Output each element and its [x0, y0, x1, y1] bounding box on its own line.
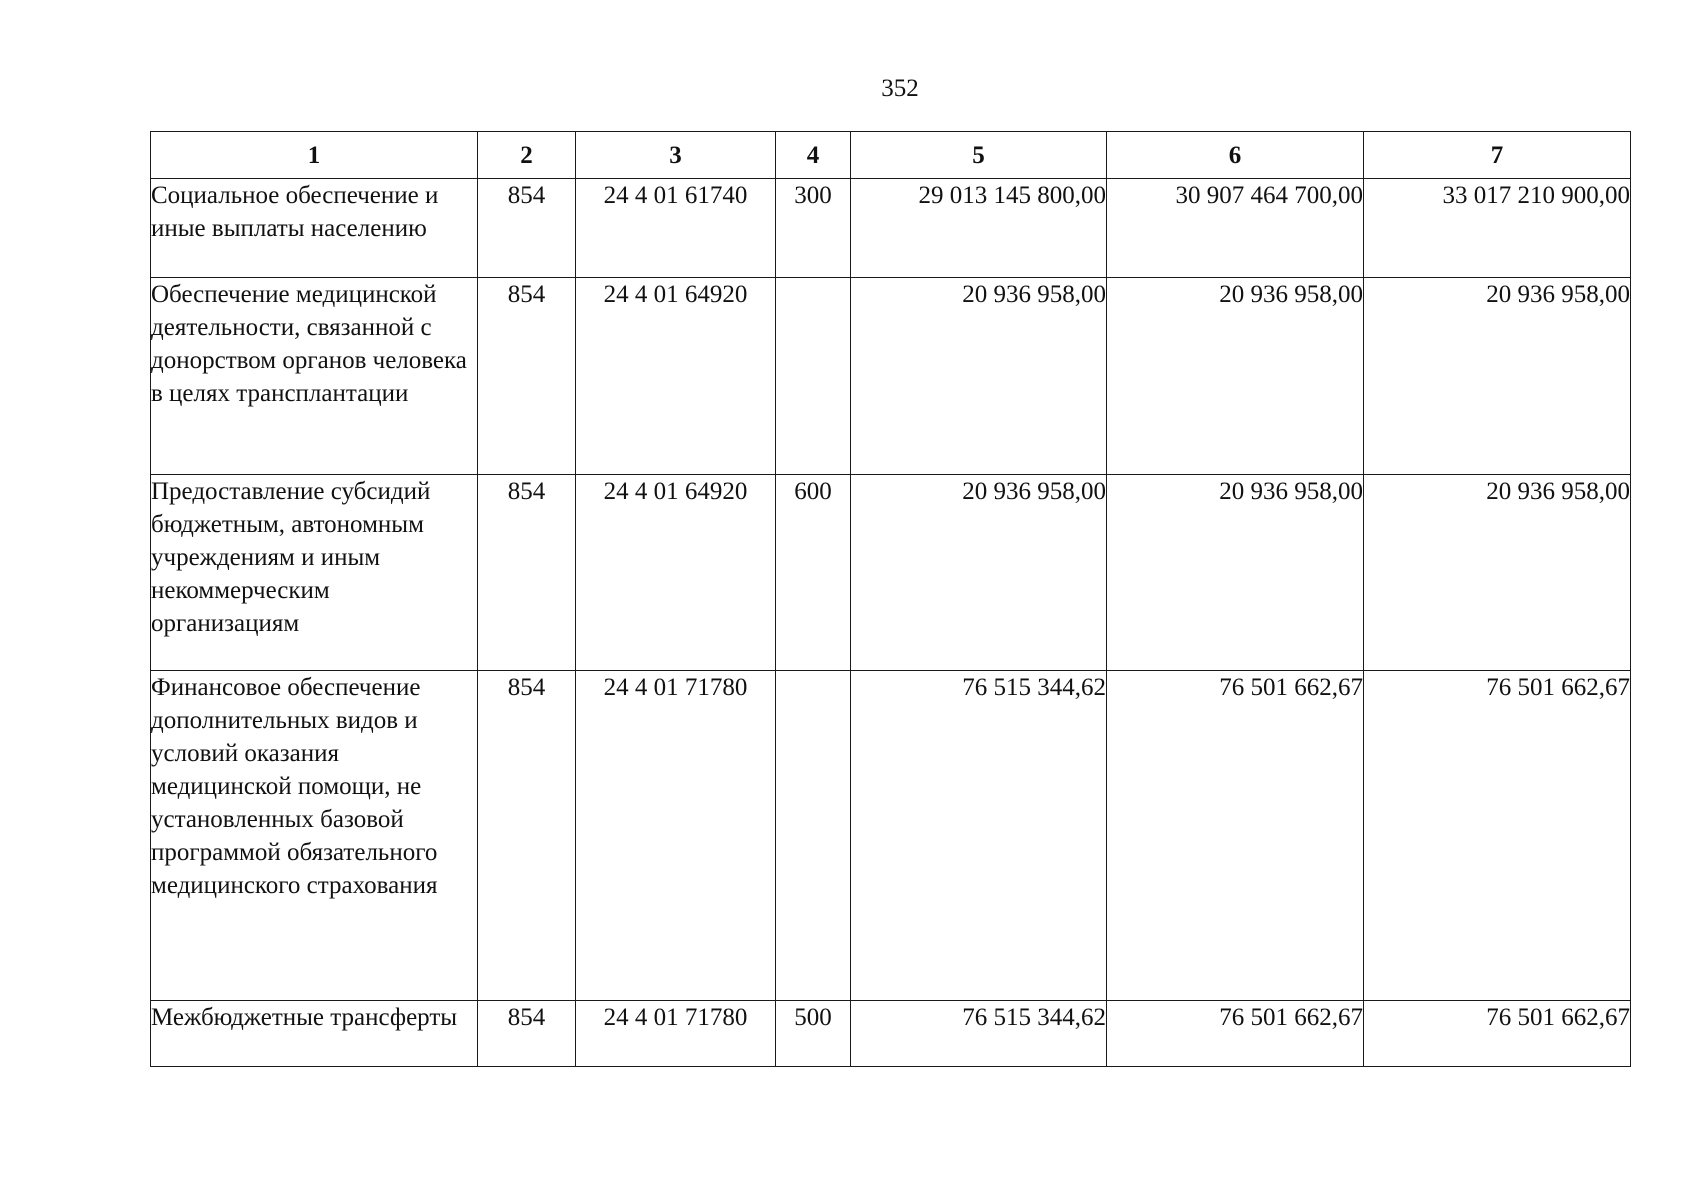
amount-col7-cell: 76 501 662,67	[1364, 1001, 1631, 1067]
ministry-code-cell: 854	[478, 1001, 576, 1067]
amount-col7-cell: 33 017 210 900,00	[1364, 179, 1631, 278]
amount-col6-cell: 30 907 464 700,00	[1107, 179, 1364, 278]
expense-type-cell	[776, 671, 851, 1001]
row-name-cell: Финансовое обеспечение дополнительных видов и условий оказания медицинской помощи, не установленных базовой программой обязательного медицинского страхования	[151, 671, 478, 1001]
table-body	[151, 179, 1631, 1067]
amount-col5-cell: 20 936 958,00	[851, 278, 1107, 475]
expense-type-cell: 600	[776, 475, 851, 671]
amount-col5-cell: 76 515 344,62	[851, 1001, 1107, 1067]
column-header-6: 6	[1107, 132, 1364, 179]
amount-col5-cell: 29 013 145 800,00	[851, 179, 1107, 278]
table-row	[151, 671, 1631, 1001]
page-number: 352	[881, 75, 919, 102]
row-name-cell: Социальное обеспечение и иные выплаты населению	[151, 179, 478, 278]
table-row	[151, 179, 1631, 278]
header-row	[151, 132, 1631, 179]
row-name-cell: Межбюджетные трансферты	[151, 1001, 478, 1067]
column-header-7: 7	[1364, 132, 1631, 179]
expense-type-cell	[776, 278, 851, 475]
table-row	[151, 278, 1631, 475]
amount-col6-cell: 76 501 662,67	[1107, 1001, 1364, 1067]
column-header-4: 4	[776, 132, 851, 179]
amount-col7-cell: 20 936 958,00	[1364, 278, 1631, 475]
row-name-cell: Обеспечение медицинской деятельности, связанной с донорством органов человека в целях трансплантации	[151, 278, 478, 475]
target-article-cell: 24 4 01 64920	[576, 278, 776, 475]
expense-type-cell: 500	[776, 1001, 851, 1067]
amount-col6-cell: 20 936 958,00	[1107, 278, 1364, 475]
ministry-code-cell: 854	[478, 278, 576, 475]
table-row	[151, 475, 1631, 671]
amount-col6-cell: 76 501 662,67	[1107, 671, 1364, 1001]
ministry-code-cell: 854	[478, 671, 576, 1001]
ministry-code-cell: 854	[478, 475, 576, 671]
amount-col7-cell: 76 501 662,67	[1364, 671, 1631, 1001]
expense-type-cell: 300	[776, 179, 851, 278]
column-header-5: 5	[851, 132, 1107, 179]
amount-col6-cell: 20 936 958,00	[1107, 475, 1364, 671]
target-article-cell: 24 4 01 61740	[576, 179, 776, 278]
row-name-cell: Предоставление субсидий бюджетным, автономным учреждениям и иным некоммерческим организациям	[151, 475, 478, 671]
target-article-cell: 24 4 01 64920	[576, 475, 776, 671]
column-header-1: 1	[151, 132, 478, 179]
column-header-3: 3	[576, 132, 776, 179]
column-header-2: 2	[478, 132, 576, 179]
budget-table	[150, 131, 1631, 1067]
amount-col5-cell: 76 515 344,62	[851, 671, 1107, 1001]
table-row	[151, 1001, 1631, 1067]
ministry-code-cell: 854	[478, 179, 576, 278]
amount-col5-cell: 20 936 958,00	[851, 475, 1107, 671]
target-article-cell: 24 4 01 71780	[576, 671, 776, 1001]
table-header	[151, 132, 1631, 179]
amount-col7-cell: 20 936 958,00	[1364, 475, 1631, 671]
target-article-cell: 24 4 01 71780	[576, 1001, 776, 1067]
